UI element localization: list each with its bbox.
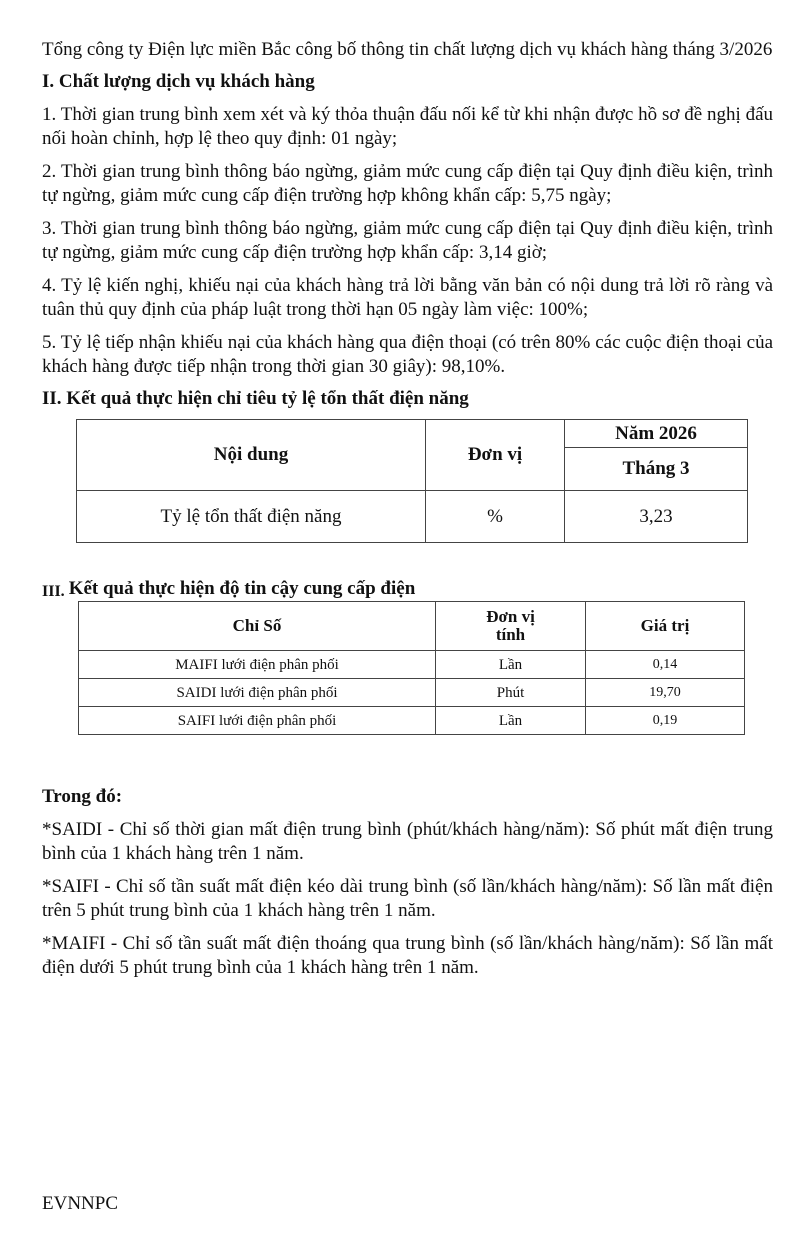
note-maifi: *MAIFI - Chỉ số tần suất mất điện thoáng qua trung bình (số lần/khách hàng/năm): Số lần mất điện dưới 5 phút trung bình của 1 khách hàng trên 1 năm.	[42, 933, 773, 978]
cell-unit: Lần	[436, 651, 586, 679]
header-value: Giá trị	[586, 602, 745, 651]
header-unit	[436, 602, 586, 651]
table-row	[77, 491, 748, 543]
cell-index: SAIFI lưới điện phân phối	[79, 707, 436, 735]
header-year: Năm 2026	[565, 420, 748, 448]
cell-value: 19,70	[586, 679, 745, 707]
cell-unit: Lần	[436, 707, 586, 735]
cell-content: Tỷ lệ tổn thất điện năng	[77, 491, 426, 543]
section2-heading: II. Kết quả thực hiện chỉ tiêu tỷ lệ tổn thất điện năng	[42, 388, 469, 409]
note-saidi: *SAIDI - Chỉ số thời gian mất điện trung bình (phút/khách hàng/năm): Số phút mất điện trung bình của 1 khách hàng trên 1 năm.	[42, 819, 773, 864]
section3-roman: III.	[42, 583, 65, 600]
cell-value: 0,14	[586, 651, 745, 679]
header-unit: Đơn vị	[426, 420, 565, 491]
cell-index: SAIDI lưới điện phân phối	[79, 679, 436, 707]
header-unit-line1: Đơn vị	[486, 607, 535, 626]
header-unit-line2: tính	[495, 625, 526, 644]
reliability-table	[78, 601, 745, 735]
header-month: Tháng 3	[565, 448, 748, 491]
table-row	[79, 707, 745, 735]
notes-heading: Trong đó:	[42, 786, 123, 807]
document-body	[42, 38, 773, 980]
section1-item-4: 4. Tỷ lệ kiến nghị, khiếu nại của khách hàng trả lời bằng văn bản có nội dung trả lời rõ ràng và tuân thủ quy định của pháp luật trong thời hạn 05 ngày làm việc: 100%;	[42, 275, 773, 320]
table-row	[79, 651, 745, 679]
cell-value: 3,23	[565, 491, 748, 543]
section3-heading	[42, 577, 773, 601]
cell-value: 0,19	[586, 707, 745, 735]
footer-signature: EVNNPC	[42, 1193, 119, 1214]
cell-unit: %	[426, 491, 565, 543]
cell-index: MAIFI lưới điện phân phối	[79, 651, 436, 679]
table-row	[79, 679, 745, 707]
intro-paragraph: Tổng công ty Điện lực miền Bắc công bố thông tin chất lượng dịch vụ khách hàng tháng 3/2026	[42, 39, 773, 60]
section1-item-2: 2. Thời gian trung bình thông báo ngừng, giảm mức cung cấp điện tại Quy định điều kiện, trình tự ngừng, giảm mức cung cấp điện trường hợp không khẩn cấp: 5,75 ngày;	[42, 161, 773, 206]
section3-title: Kết quả thực hiện độ tin cậy cung cấp điện	[68, 578, 416, 599]
loss-rate-table	[76, 419, 748, 543]
section1-item-5: 5. Tỷ lệ tiếp nhận khiếu nại của khách hàng qua điện thoại (có trên 80% các cuộc điện thoại của khách hàng được tiếp nhận trong thời gian 30 giây): 98,10%.	[42, 332, 773, 377]
section1-item-3: 3. Thời gian trung bình thông báo ngừng, giảm mức cung cấp điện tại Quy định điều kiện, trình tự ngừng, giảm mức cung cấp điện trường hợp khẩn cấp: 3,14 giờ;	[42, 218, 773, 263]
section1-heading: I. Chất lượng dịch vụ khách hàng	[42, 71, 315, 92]
section1-item-1: 1. Thời gian trung bình xem xét và ký thỏa thuận đấu nối kể từ khi nhận được hồ sơ đề nghị đấu nối hoàn chỉnh, hợp lệ theo quy định: 01 ngày;	[42, 104, 773, 149]
header-index: Chỉ Số	[79, 602, 436, 651]
note-saifi: *SAIFI - Chỉ số tần suất mất điện kéo dài trung bình (số lần/khách hàng/năm): Số lần mất điện trên 5 phút trung bình của 1 khách hàng trên 1 năm.	[42, 876, 773, 921]
cell-unit: Phút	[436, 679, 586, 707]
header-content: Nội dung	[77, 420, 426, 491]
